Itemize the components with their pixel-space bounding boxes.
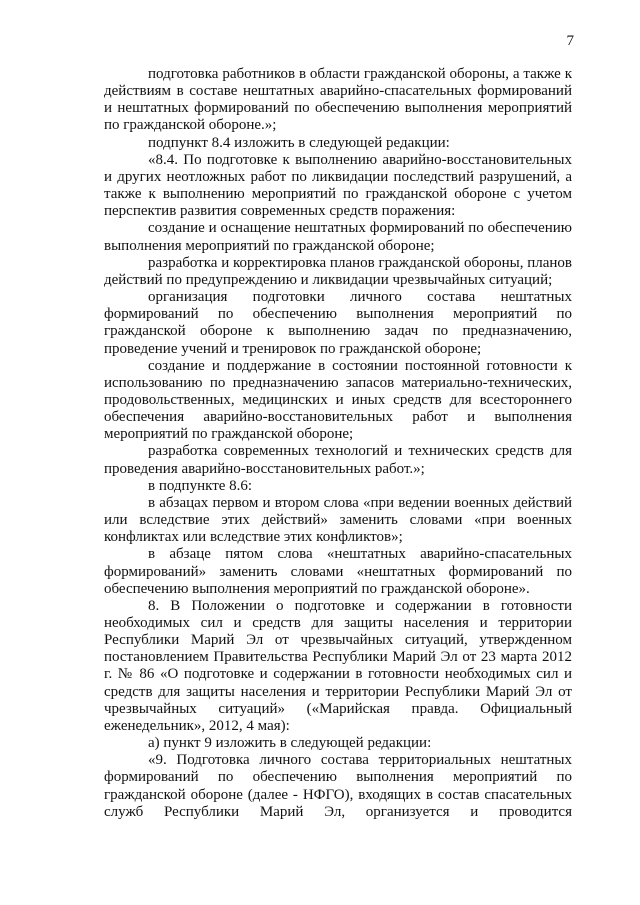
paragraph-5: разработка и корректировка планов гражданской обороны, планов действий по предупреждению и ликвидации чрезвычайных ситуаций; (104, 254, 572, 288)
page-number: 7 (566, 33, 574, 49)
paragraph-9: в подпункте 8.6: (148, 477, 253, 494)
paragraph-4: создание и оснащение нештатных формирований по обеспечению выполнения мероприятий по гражданской обороне; (104, 220, 572, 254)
paragraph-13: а) пункт 9 изложить в следующей редакции: (148, 735, 432, 752)
paragraph-14: «9. Подготовка личного состава территориальных нештатных формирований по обеспечению выполнения мероприятий по гражданской обороне (далее - НФГО), входящих в состав спасательных служб Республики Марий Эл, организуется и проводится (104, 752, 572, 820)
paragraph-12: 8. В Положении о подготовке и содержании в готовности необходимых сил и средств для защиты населения и территории Республики Марий Эл от чрезвычайных ситуаций, утвержденном постановлением Правительства Республики Марий Эл от 23 марта 2012 г. № 86 «О подготовке и содержании в готовности необходимых сил и средств для защиты населения и территории Республики Марий Эл от чрезвычайных ситуаций» («Марийская правда. Официальный еженедельник», 2012, 4 мая): (104, 597, 572, 734)
paragraph-10: в абзацах первом и втором слова «при ведении военных действий или вследствие этих действий» заменить словами «при военных конфликтах или вследствие этих конфликтов»; (104, 494, 572, 546)
paragraph-3: «8.4. По подготовке к выполнению аварийно-восстановительных и других неотложных работ по ликвидации последствий разрушений, а также к выполнению мероприятий по гражданской обороне с учетом перспектив развития современных средств поражения: (104, 151, 572, 220)
paragraph-2: подпункт 8.4 изложить в следующей редакции: (148, 134, 450, 151)
paragraph-7: создание и поддержание в состоянии постоянной готовности к использованию по предназначению запасов материально-технических, продовольственных, медицинских и иных средств для всестороннего обеспечения аварийно-восстановительных работ и выполнения мероприятий по гражданской обороне; (104, 357, 572, 443)
paragraph-8: разработка современных технологий и технических средств для проведения аварийно-восстановительных работ.»; (104, 443, 572, 477)
paragraph-11: в абзаце пятом слова «нештатных аварийно-спасательных формирований» заменить словами «нештатных формирований по обеспечению выполнения мероприятий по гражданской обороне». (104, 546, 572, 597)
paragraph-6: организация подготовки личного состава нештатных формирований по обеспечению выполнения мероприятий по гражданской обороне к выполнению задач по предназначению, проведение учений и тренировок по гражданской обороне; (104, 289, 572, 357)
document-body (104, 66, 572, 821)
paragraph-1: подготовка работников в области гражданской обороны, а также к действиям в составе нештатных аварийно-спасательных формирований и нештатных формирований по обеспечению выполнения мероприятий по гражданской обороне.»; (104, 66, 572, 134)
